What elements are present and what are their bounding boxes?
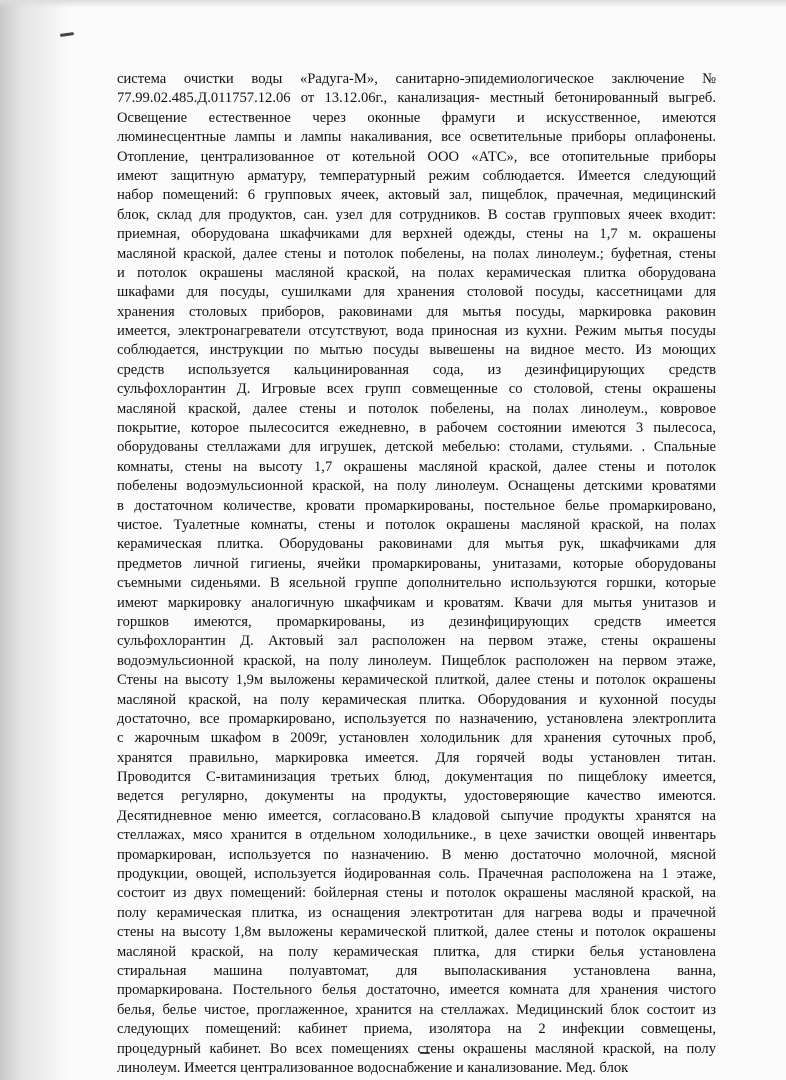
text-line: средств используется кальцинированная сода, из дезинфицирующих средств [117,361,716,378]
text-line: Отопление, централизованное от котельной ООО «АТС», все отопительные приборы [117,148,716,165]
text-line: имеется, электронагреватели отсутствуют, вода приносная из кухни. Режим мытья посуды [117,323,716,340]
text-line: полу керамическая плитка, из оснащения электротитан для нагрева воды и прачечной [117,904,716,921]
text-line: соблюдается, инструкции по мытью посуды вывешены на видное место. Из моющих [117,342,716,359]
text-line: масляной краской, на полу керамическая плитка. Оборудования и кухонной посуды [117,691,716,708]
text-line: блок, склад для продуктов, сан. узел для сотрудников. В состав групповых ячеек входит: [117,206,716,223]
text-line: имеют защитную арматуру, температурный режим соблюдается. Имеется следующий [117,167,716,184]
text-line: масляной краской, на полу керамическая плитка, для стирки белья установлена [117,943,716,960]
text-line: оборудованы стеллажами для игрушек, детской мебелью: столами, стульями. . Спальные [117,439,716,456]
text-line: в достаточном количестве, кровати промаркированы, постельное белье промаркировано, [117,497,716,514]
text-line: набор помещений: 6 групповых ячеек, актовый зал, пищеблок, прачечная, медицинский [117,187,716,204]
text-line: и потолок окрашены масляной краской, на полах керамическая плитка оборудована [117,264,716,281]
text-line: водоэмульсионной краской, на полу линолеум. Пищеблок расположен на первом этаже, [117,652,716,669]
text-line: стены на высоту 1,8м выложены керамической плиткой, далее стены и потолок окрашены [117,924,716,941]
text-line: чистое. Туалетные комнаты, стены и потолок окрашены масляной краской, на полах [117,516,716,533]
text-line: с жарочным шкафом в 2009г, установлен холодильник для хранения суточных проб, [117,730,716,747]
text-line: шкафами для посуды, сушилками для хранения столовой посуды, кассетницами для [117,284,716,301]
text-line: состоит из двух помещений: бойлерная стены и потолок окрашены масляной краской, на [117,885,716,902]
scan-shadow-top [0,0,786,8]
text-line: съемными сиденьями. В ясельной группе дополнительно используются горшки, которые [117,575,716,592]
text-line: система очистки воды «Радуга-М», санитарно-эпидемиологическое заключение № [117,71,716,87]
text-line: сульфохлорантин Д. Актовый зал расположен на первом этаже, стены окрашены [117,633,716,650]
text-line: Стены на высоту 1,9м выложены керамической плиткой, далее стены и потолок окрашены [117,672,716,689]
text-line: следующих помещений: кабинет приема, изолятора на 2 инфекции совмещены, [117,1021,716,1038]
text-line: имеют маркировку аналогичную шкафчикам и кроватям. Квачи для мытья унитазов и [117,594,716,611]
text-line: стеллажах, мясо хранится в отдельном холодильнике., в цехе зачистки овощей инвентарь [117,827,716,844]
scan-shadow-left [0,0,70,1080]
document-body [117,70,716,1078]
text-line: белья, белье чистое, проглаженное, хранится на стеллажах. Медицинский блок состоит из [117,1001,716,1018]
text-line: масляной краской, далее стены и потолок побелены, на полах линолеум., ковровое [117,400,716,417]
text-line: 77.99.02.485.Д.011757.12.06 от 13.12.06г., канализация- местный бетонированный выгреб. [117,90,716,107]
text-line: покрытие, которое пылесосится ежедневно, в рабочем состоянии имеются 3 пылесоса, [117,420,716,437]
text-line: масляной краской, далее стены и потолок побелены, на полах линолеум.; буфетная, стены [117,245,716,262]
text-line: достаточно, все промаркировано, используется по назначению, установлена электроплита [117,710,716,727]
text-line: продукции, овощей, используется йодированная соль. Прачечная расположена на 1 этаже, [117,866,716,883]
text-line: керамическая плитка. Оборудованы раковинами для мытья рук, шкафчиками для [117,536,716,553]
text-line: хранения столовых приборов, раковинами для мытья посуды, маркировка раковин [117,303,716,320]
text-line: промаркирована. Постельного белья достаточно, имеется комната для хранения чистого [117,982,716,999]
text-line: промаркирован, используется по назначению. В меню достаточно молочной, мясной [117,846,716,863]
text-line: Проводится С-витаминизация третьих блюд, документация по пищеблоку имеется, [117,769,716,786]
text-line: Десятидневное меню имеется, согласовано.В кладовой сыпучие продукты хранятся на [117,807,716,824]
text-line: побелены водоэмульсионной краской, на полу линолеум. Оснащены детскими кроватями [117,478,716,495]
text-line: комнаты, стены на высоту 1,7 окрашены масляной краской, далее стены и потолок [117,458,716,475]
text-line: предметов личной гигиены, ячейки промаркированы, унитазами, которые оборудованы [117,555,716,572]
text-line: люминесцентные лампы и лампы накаливания, все осветительные приборы оплафонены. [117,129,716,146]
text-line: процедурный кабинет. Во всех помещениях стены окрашены масляной краской, на полу [117,1040,716,1057]
text-line: ведется регулярно, документы на продукты, удостоверяющие качество имеются. [117,788,716,805]
text-line: стиральная машина полуавтомат, для выполаскивания установлена ванна, [117,962,716,979]
text-line: линолеум. Имеется централизованное водоснабжение и канализование. Мед. блок [117,1059,629,1076]
text-line: горшков имеются, промаркированы, из дезинфицирующих средств имеется [117,613,716,630]
text-line: приемная, оборудована шкафчиками для верхней одежды, стены на 1,7 м. окрашены [117,226,716,243]
text-line: хранятся правильно, маркировка имеется. Для горячей воды установлен титан. [117,749,716,766]
text-line: Освещение естественное через оконные фрамуги и искусственное, имеются [117,109,716,126]
text-line: сульфохлорантин Д. Игровые всех групп совмещенные со столовой, стены окрашены [117,381,716,398]
